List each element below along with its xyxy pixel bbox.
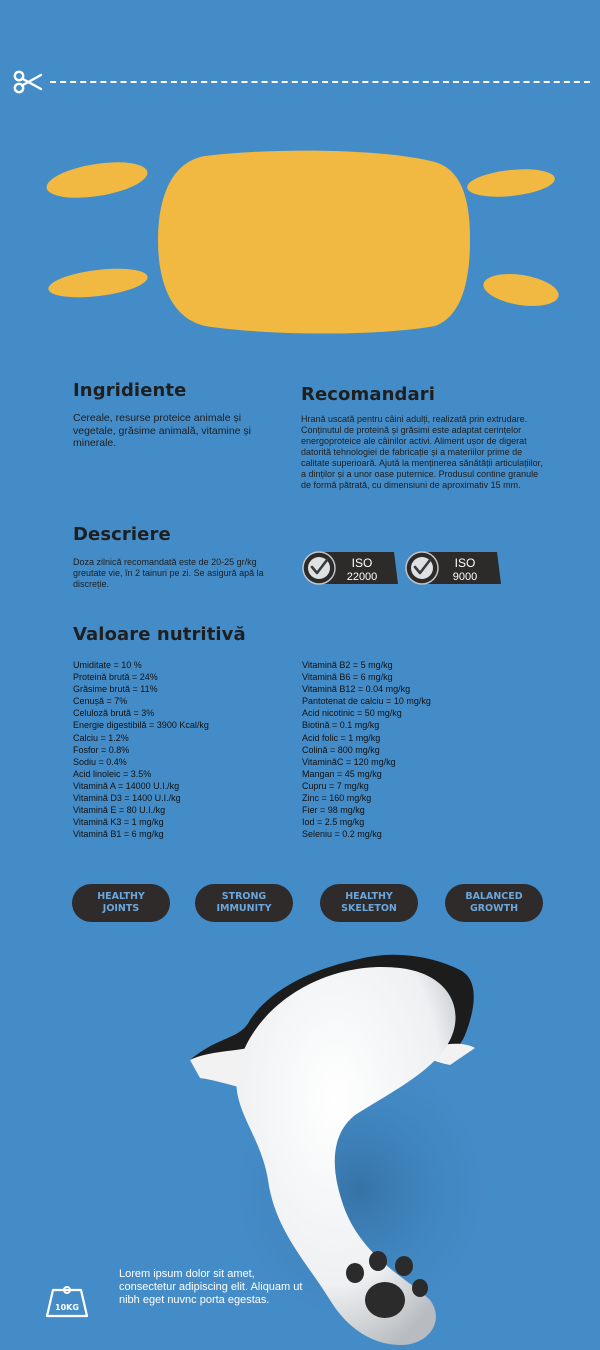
nutrient-item: Mangan = 45 mg/kg [302,768,382,779]
iso-label: ISO [351,556,373,570]
nutritiva-right-list [302,659,431,840]
weight-label: 10KG [55,1303,79,1312]
nutrient-item: Vitamină K3 = 1 mg/kg [73,817,164,828]
nutrient-item: Pantotenat de calciu = 10 mg/kg [302,696,431,707]
nutrient-item: Fosfor = 0.8% [73,744,130,755]
ingrediente-title: Ingridiente [73,380,187,401]
benefit-line: HEALTHY [97,891,145,902]
nutrient-item: Zinc = 160 mg/kg [302,793,372,804]
nutrient-item: Acid linoleic = 3.5% [73,768,152,779]
benefit-pill-balanced-growth [445,884,543,922]
nutrient-item: Fier = 98 mg/kg [302,805,365,816]
nutrient-item: Grăsime brută = 11% [73,684,158,695]
benefit-line: HEALTHY [345,891,393,902]
nutrient-item: Umiditate = 10 % [73,660,142,670]
nutrient-item: Cenușă = 7% [73,696,128,707]
recomandari-text: Hrană uscată pentru câini adulți, realizată prin extrudare. Conținutul de proteină și grăsimi este adaptat cerințelor energoproteice ale câinilor activi. Aliment ușor de digerat datorită tehnologiei de fabricație și a materiilor prime de calitate superioară. Ajută la menținerea sănătății articulațiilor, a dinților și a unor oase puternice. Produsul contine granule de formă pătrată, cu dimensiuni de aproximativ 15 mm. [301,414,543,490]
benefit-line: GROWTH [469,903,519,914]
nutrient-item: Seleniu = 0.2 mg/kg [302,829,382,840]
nutrient-item: Vitamină B12 = 0.04 mg/kg [302,684,411,695]
nutrient-item: Vitamină B1 = 6 mg/kg [73,829,164,840]
footer-text: Lorem ipsum dolor sit amet, consectetur adipiscing elit. Aliquam ut nibh eget nuvnc porta egestas. [119,1268,303,1306]
weight-icon [44,1286,90,1318]
nutrient-item: Calciu = 1.2% [73,732,129,743]
descriere-text: Doza zilnică recomandată este de 20-25 gr/kg greutate vie, în 2 tainuri pe zi. Se asigură apă la discreție. [73,557,264,589]
benefit-line: IMMUNITY [216,903,272,914]
scissors-icon [12,68,44,96]
ingrediente-text: Cereale, resurse proteice animale și vegetale, grăsime animală, vitamine și minerale. [73,412,251,449]
benefit-line: BALANCED [465,891,523,902]
nutritiva-left-list [73,659,209,840]
nutrient-item: Proteină brută = 24% [73,672,158,683]
benefit-pill-strong-immunity [195,884,293,922]
nutrient-item: Sodiu = 0.4% [73,756,127,767]
nutrient-item: Celuloză brută = 3% [73,708,155,719]
benefit-line: SKELETON [341,903,397,914]
cut-line [50,81,590,83]
iso-number: 22000 [346,571,378,583]
iso-label: ISO [454,556,476,570]
benefit-line: STRONG [221,891,267,902]
nutrient-item: Acid folic = 1 mg/kg [302,732,381,743]
nutrient-item: Vitamină B6 = 6 mg/kg [302,672,393,683]
iso-9000-badge [405,550,501,586]
iso-22000-badge [302,550,398,586]
nutritiva-title: Valoare nutritivă [73,624,246,645]
nutrient-item: Vitamină D3 = 1400 U.I./kg [73,793,181,804]
nutrient-item: Iod = 2.5 mg/kg [302,817,365,828]
benefit-pill-healthy-joints [72,884,170,922]
descriere-title: Descriere [73,524,171,545]
nutrient-item: Vitamină B2 = 5 mg/kg [302,660,393,670]
nutrient-item: Energie digestibilă = 3900 Kcal/kg [73,720,209,731]
recomandari-title: Recomandari [301,384,435,405]
nutrient-item: VitaminăC = 120 mg/kg [302,756,396,767]
nutrient-item: Vitamină A = 14000 U.I./kg [73,780,180,791]
yellow-kibble-illustration [0,140,600,350]
nutrient-item: Cupru = 7 mg/kg [302,780,369,791]
iso-number: 9000 [452,571,478,583]
nutrient-item: Acid nicotinic = 50 mg/kg [302,708,402,719]
nutrient-item: Vitamină E = 80 U.I./kg [73,805,166,816]
benefit-line: JOINTS [102,903,140,914]
nutrient-item: Colină = 800 mg/kg [302,744,380,755]
nutrient-item: Biotină = 0.1 mg/kg [302,720,380,731]
benefit-pill-healthy-skeleton [320,884,418,922]
